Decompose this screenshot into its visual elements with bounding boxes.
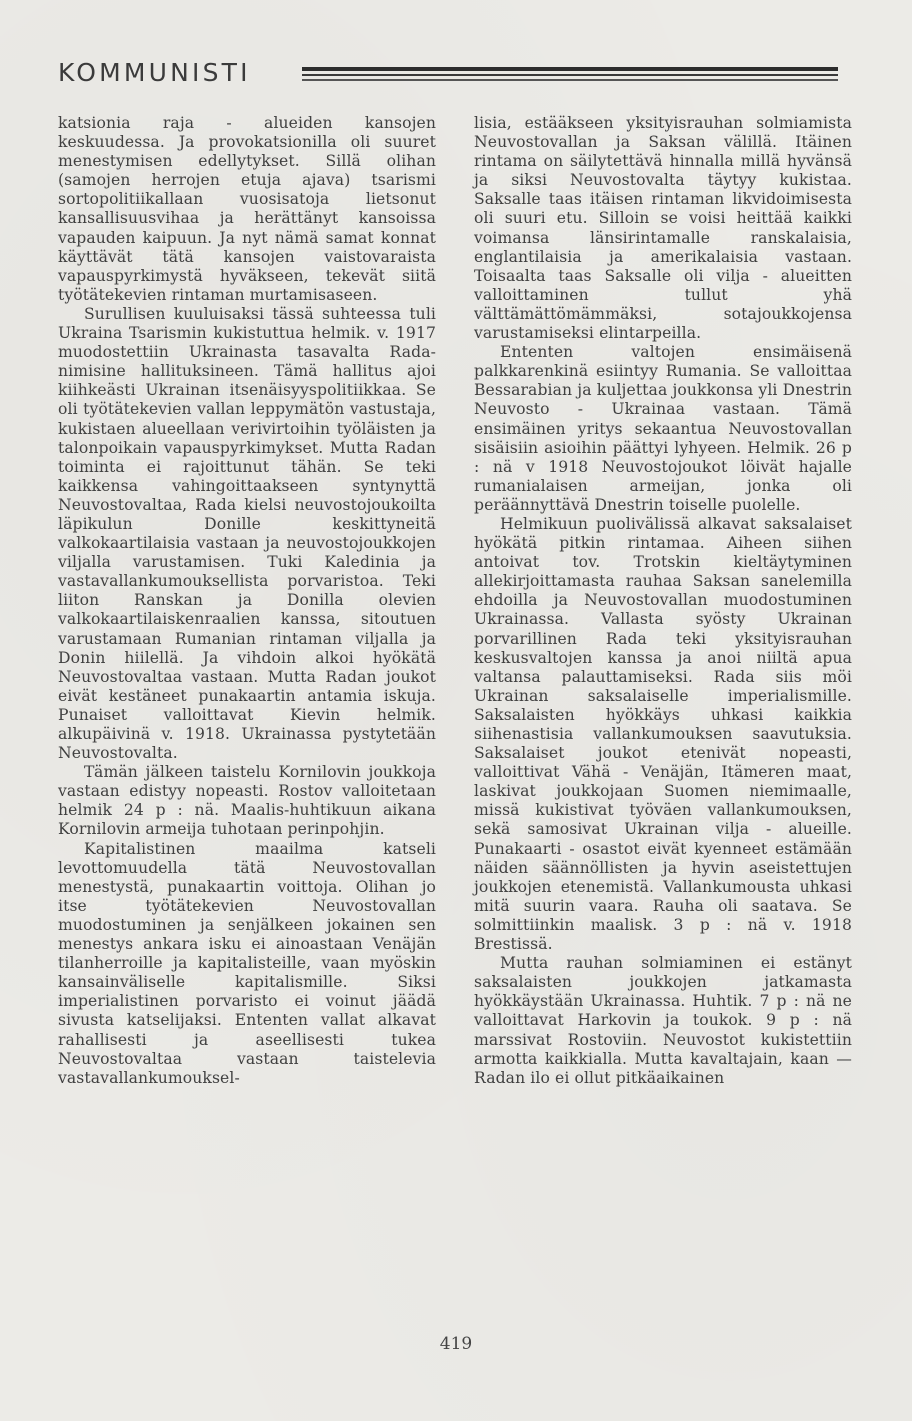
right-paragraph-2: Ententen valtojen ensimäisenä palkkarenkinä esiintyy Rumania. Se valloittaa Bessarabian ja kuljettaa joukkonsa yli Dnestrin Neuvosto - Ukrainaa vastaan. Tämä ensimäinen yritys sekaantua Neuvostovallan sisäisiin asioihin päättyi lyhyeen. Helmik. 26 p : nä v 1918 Neuvostojoukot löivät hajalle rumanialaisen armeijan, jonka oli peräännyttävä Dnestrin toiselle puolelle. (474, 343, 852, 514)
right-paragraph-4: Mutta rauhan solmiaminen ei estänyt saksalaisten joukkojen jatkamasta hyökkäystään Ukrainassa. Huhtik. 7 p : nä ne valloittavat Harkovin ja toukok. 9 p : nä marssivat Rostoviin. Neuvostot kukistettiin armotta kaikkialla. Mutta kavaltajain, kaan — Radan ilo ei ollut pitkäaikainen (474, 954, 852, 1087)
left-paragraph-4: Kapitalistinen maailma katseli levottomuudella tätä Neuvostovallan menestystä, punakaartin voittoja. Olihan jo itse työtätekevien Neuvostovallan muodostuminen ja senjälkeen jokainen sen menestys ankara isku ei ainoastaan Venäjän tilanherroille ja kapitalisteille, vaan myöskin kansainväliselle kapitalismille. Siksi imperialistinen porvaristo ei voinut jäädä sivusta katselijaksi. Ententen vallat alkavat rahallisesti ja aseellisesti tukea Neuvostovaltaa vastaan taistelevia vastavallankumouksel- (58, 839, 436, 1087)
left-paragraph-3: Tämän jälkeen taistelu Kornilovin joukkoja vastaan edistyy nopeasti. Rostov valloitetaan helmik 24 p : nä. Maalis-huhtikuun aikana Kornilovin armeija tuhotaan perinpohjin. (58, 763, 436, 839)
journal-title: KOMMUNISTI (58, 58, 251, 87)
right-column (474, 114, 852, 1088)
header-rule-thick (302, 67, 838, 71)
left-paragraph-2: Surullisen kuuluisaksi tässä suhteessa tuli Ukraina Tsarismin kukistuttua helmik. v. 1917 muodostettiin Ukrainasta tasavalta Rada-nimisine hallituksineen. Tämä hallitus ajoi kiihkeästi Ukrainan itsenäisyyspolitiikkaa. Se oli työtätekevien vallan leppymätön vastustaja, kukistaen alueellaan verivirtoihin työläisten ja talonpoikain vapauspyrkimykset. Mutta Radan toiminta ei rajoittunut tähän. Se teki kaikkensa vahingoittaakseen syntynyttä Neuvostovaltaa, Rada kielsi neuvostojoukoilta läpikulun Donille keskittyneitä valkokaartilaisia vastaan ja neuvostojoukkojen viljalla varustamisen. Tuki Kaledinia ja vastavallankumouksellista porvaristoa. Teki liiton Ranskan ja Donilla olevien valkokaartilaiskenraalien kanssa, sitoutuen varustamaan Rumanian rintaman viljalla ja Donin hiilellä. Ja vihdoin alkoi hyökätä Neuvostovaltaa vastaan. Mutta Radan joukot eivät kestäneet punakaartin antamia iskuja. Punaiset valloittavat Kievin helmik. alkupäivinä v. 1918. Ukrainassa pystytetään Neuvostovalta. (58, 304, 436, 763)
right-paragraph-1: lisia, estääkseen yksityisrauhan solmiamista Neuvostovallan ja Saksan välillä. Itäinen rintama on säilytettävä hinnalla millä hyvänsä ja siksi Neuvostovalta täytyy kukistaa. Saksalle taas itäisen rintaman likvidoimisesta oli suuri etu. Silloin se voisi heittää kaikki voimansa länsirintamalle ranskalaisia, englantilaisia ja amerikalaisia vastaan. Toisaalta taas Saksalle oli vilja - alueitten valloittaminen tullut yhä välttämättömämmäksi, sotajoukkojensa varustamiseksi elintarpeilla. (474, 114, 852, 343)
header-rule-middle (302, 74, 838, 76)
left-column (58, 114, 436, 1088)
right-paragraph-3: Helmikuun puolivälissä alkavat saksalaiset hyökätä pitkin rintamaa. Aiheen siihen antoivat tov. Trotskin kieltäytyminen allekirjoittamasta rauhaa Saksan sanelemilla ehdoilla ja Neuvostovallan muodostuminen Ukrainassa. Vallasta syösty Ukrainan porvarillinen Rada teki yksityisrauhan keskusvaltojen kanssa ja anoi niiltä apua valtansa palauttamiseksi. Rada siis möi Ukrainan saksalaiselle imperialismille. Saksalaisten hyökkäys uhkasi kaikkia siihenastisia vallankumouksen saavutuksia. Saksalaiset joukot etenivät nopeasti, valloittivat Vähä - Venäjän, Itämeren maat, laskivat joukkojaan Suomen niemimaalle, missä kukistivat työväen vallankumouksen, sekä samosivat Ukrainan vilja - alueille. Punakaarti - osastot eivät kyenneet estämään näiden säännöllisten ja hyvin aseistettujen joukkojen etenemistä. Vallankumousta uhkasi mitä suurin vaara. Rauha oli saatava. Se solmittiinkin maalisk. 3 p : nä v. 1918 Brestissä. (474, 514, 852, 954)
header-rule-thin (302, 79, 838, 81)
page-header (58, 52, 838, 92)
page-number: 419 (439, 1334, 473, 1354)
header-rule (302, 67, 838, 84)
left-paragraph-1: katsionia raja - alueiden kansojen keskuudessa. Ja provokatsionilla oli suuret menestymisen edellytykset. Sillä olihan (samojen herrojen etuja ajava) tsarismi sortopolitiikallaan vuosisatoja lietsonut kansallisuusvihaa ja herättänyt kansoissa vapauden kaipuun. Ja nyt nämä samat konnat käyttävät tätä kansojen vaistovaraista vapauspyrkimystä hyväkseen, tekevät siitä työtätekevien rintaman murtamisaseen. (58, 114, 436, 304)
